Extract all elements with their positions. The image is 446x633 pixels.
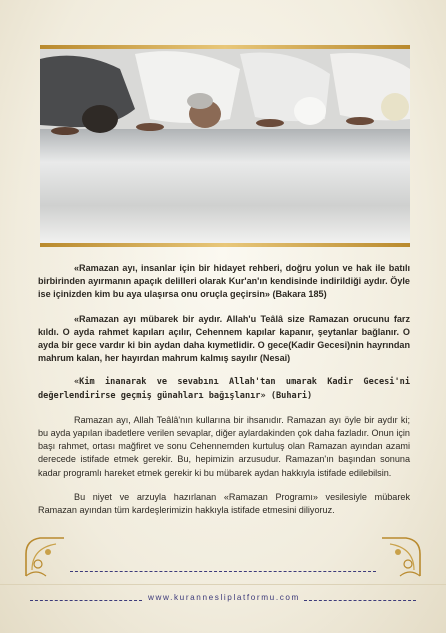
divider-dashed bbox=[70, 571, 376, 572]
paragraph-ramazan: Ramazan ayı, Allah Teâlâ'nın kullarına bir ihsanıdır. Ramazan ayı öyle bir aydır ki; bu ayda yapılan ibadetlere verilen sevaplar, diğer aylardakinden çok daha fazladır. Onun için başı rahmet, ortası mağfiret ve sonu Cehennemden kurtuluş olan Ramazan ayından azami derecede istifade etmek gerekir. Bu, hepimizin arzusudur. Ramazan'ın başından sonuna kadar programlı hareket etmek gerekir ki bu mübarek aydan hakkıyla istifade edilebilsin. bbox=[38, 414, 410, 478]
ornament-corner-icon bbox=[378, 534, 424, 580]
footer-url[interactable]: www.kurannesliplatformu.com bbox=[148, 593, 300, 602]
prayer-photo bbox=[40, 49, 410, 243]
prostrating-men-illustration bbox=[40, 49, 410, 243]
ornament-corner-icon bbox=[22, 534, 68, 580]
paragraph-program: Bu niyet ve arzuyla hazırlanan «Ramazan Programı» vesilesiyle mübarek Ramazan ayından tüm kardeşlerimizin hakkıyla istifade etmesini diliyoruz. bbox=[38, 491, 410, 516]
divider-line bbox=[0, 584, 446, 585]
hadith-buhari: «Kim inanarak ve sevabını Allah'tan umarak Kadir Gecesi'ni değerlendirirse geçmiş günahları bağışlanır» (Buhari) bbox=[38, 377, 410, 401]
hadith-nesai: «Ramazan ayı mübarek bir aydır. Allah'u Teâlâ size Ramazan orucunu farz kıldı. O ayda rahmet kapıları açılır, Cehennem kapılar kapanır, şeytanlar bağlanır. O ayda bir gece vardır ki bin aydan daha kıymetlidir. O gece(Kadir Gecesi)nin hayrından mahrum kalan, her hayırdan mahrum kalmış sayılır (Nesai) bbox=[38, 313, 410, 364]
footer bbox=[0, 593, 446, 607]
footer-dash-left bbox=[30, 600, 142, 601]
quote-bakara: «Ramazan ayı, insanlar için bir hidayet rehberi, doğru yolun ve hak ile batılı birbirinden ayırmanın apaçık delilleri olarak Kur'an'ın kendisinde indirildiği aydır. Öyle ise içinizden kim bu aya ulaşırsa onu oruçla geçirsin» (Bakara 185) bbox=[38, 263, 410, 300]
body-text bbox=[38, 262, 410, 517]
footer-dash-right bbox=[304, 600, 416, 601]
photo-frame-bottom bbox=[40, 243, 410, 247]
